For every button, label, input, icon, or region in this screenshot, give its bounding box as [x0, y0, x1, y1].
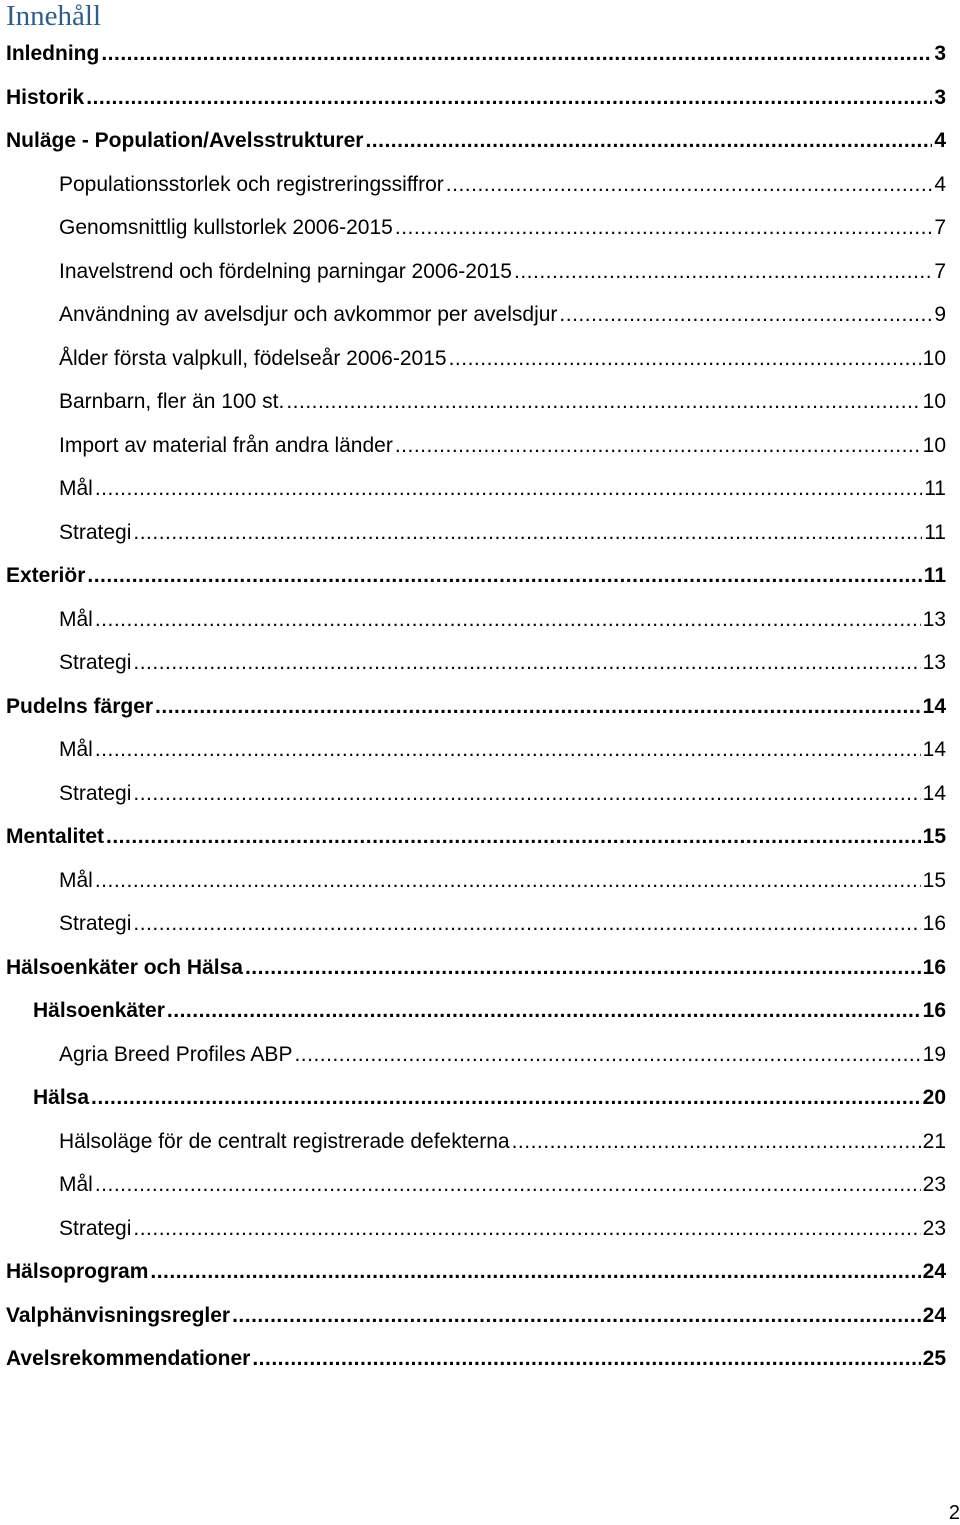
toc-entry[interactable] — [6, 1033, 946, 1077]
toc-entry[interactable] — [6, 119, 946, 163]
toc-entry-page: 21 — [922, 1129, 946, 1153]
toc-dot-leader — [95, 467, 922, 511]
toc-heading: Innehåll — [6, 0, 102, 32]
toc-entry-page: 10 — [922, 346, 946, 370]
toc-entry[interactable] — [6, 250, 946, 294]
toc-dot-leader — [232, 1294, 921, 1338]
toc-dot-leader — [559, 293, 932, 337]
toc-dot-leader — [286, 380, 920, 424]
toc-entry-title: Nuläge - Population/Avelsstrukturer — [6, 129, 364, 152]
toc-entry-page: 24 — [922, 1303, 946, 1327]
toc-entry[interactable] — [6, 554, 946, 598]
toc-dot-leader — [395, 424, 921, 468]
toc-entry-page: 20 — [922, 1086, 946, 1109]
toc-entry-title: Mentalitet — [6, 825, 105, 848]
toc-entry[interactable] — [6, 337, 946, 381]
toc-entry-title: Barnbarn, fler än 100 st. — [59, 390, 285, 413]
toc-entry-title: Ålder första valpkull, födelseår 2006-2015 — [59, 346, 447, 370]
toc-dot-leader — [395, 206, 932, 250]
toc-dot-leader — [133, 641, 920, 685]
toc-entry-page: 16 — [922, 955, 946, 979]
toc-dot-leader — [512, 1120, 921, 1164]
toc-entry-title: Hälsoenkäter och Hälsa — [6, 955, 243, 979]
toc-entry-page: 14 — [922, 781, 946, 805]
toc-dot-leader — [150, 1250, 920, 1294]
toc-dot-leader — [449, 337, 921, 381]
toc-entry-title: Hälsoläge för de centralt registrerade defekterna — [59, 1129, 510, 1153]
toc-dot-leader — [365, 119, 932, 163]
toc-entry[interactable] — [6, 1250, 946, 1294]
toc-entry-title: Import av material från andra länder — [59, 433, 393, 457]
toc-entry-title: Hälsa — [33, 1086, 90, 1109]
toc-dot-leader — [95, 859, 921, 903]
toc-entry-page: 7 — [934, 216, 946, 239]
toc-entry-page: 3 — [934, 42, 946, 65]
table-of-contents — [6, 32, 946, 1381]
toc-entry-title: Populationsstorlek och registreringssiffror — [59, 172, 444, 196]
toc-entry-title: Hälsoprogram — [6, 1260, 149, 1283]
toc-entry-title: Inledning — [6, 42, 100, 65]
toc-entry[interactable] — [6, 424, 946, 468]
toc-dot-leader — [514, 250, 932, 294]
toc-entry-title: Strategi — [59, 1216, 132, 1240]
toc-entry-title: Mål — [59, 1173, 93, 1196]
toc-entry[interactable] — [6, 76, 946, 120]
toc-dot-leader — [95, 728, 921, 772]
toc-entry[interactable] — [6, 859, 946, 903]
toc-entry-page: 9 — [934, 303, 946, 326]
toc-entry-title: Avelsrekommendationer — [6, 1347, 251, 1370]
toc-entry-page: 14 — [922, 738, 946, 761]
toc-entry-page: 19 — [922, 1042, 946, 1066]
toc-dot-leader — [167, 989, 921, 1033]
toc-entry-page: 15 — [922, 868, 946, 892]
toc-dot-leader — [106, 815, 921, 859]
toc-entry-title: Strategi — [59, 651, 132, 674]
toc-entry-page: 3 — [934, 85, 946, 109]
toc-entry[interactable] — [6, 685, 946, 729]
toc-entry-title: Mål — [59, 477, 93, 500]
toc-entry[interactable] — [6, 772, 946, 816]
toc-entry-page: 13 — [922, 651, 946, 674]
toc-entry-title: Inavelstrend och fördelning parningar 2006-2015 — [59, 259, 512, 283]
toc-entry[interactable] — [6, 946, 946, 990]
toc-entry-page: 7 — [934, 259, 946, 283]
toc-dot-leader — [95, 1163, 921, 1207]
toc-dot-leader — [95, 598, 921, 642]
toc-dot-leader — [294, 1033, 920, 1077]
toc-entry[interactable] — [6, 293, 946, 337]
toc-entry[interactable] — [6, 1076, 946, 1120]
toc-dot-leader — [87, 554, 921, 598]
toc-entry-page: 4 — [934, 172, 946, 196]
toc-entry[interactable] — [6, 815, 946, 859]
toc-entry-page: 11 — [923, 564, 946, 587]
toc-entry[interactable] — [6, 1337, 946, 1381]
toc-entry-page: 15 — [922, 825, 946, 848]
toc-entry-page: 25 — [922, 1347, 946, 1370]
toc-entry-title: Mål — [59, 738, 93, 761]
toc-entry[interactable] — [6, 163, 946, 207]
toc-dot-leader — [133, 1207, 920, 1251]
toc-entry-title: Historik — [6, 85, 85, 109]
toc-entry-title: Användning av avelsdjur och avkommor per avelsdjur — [59, 303, 558, 326]
toc-dot-leader — [86, 76, 932, 120]
toc-dot-leader — [446, 163, 933, 207]
toc-entry-title: Exteriör — [6, 564, 86, 587]
toc-entry-title: Strategi — [59, 520, 132, 544]
toc-dot-leader — [133, 902, 920, 946]
toc-entry-title: Mål — [59, 868, 93, 892]
toc-entry-page: 4 — [934, 129, 946, 152]
toc-entry-title: Pudelns färger — [6, 694, 154, 718]
toc-entry[interactable] — [6, 206, 946, 250]
toc-entry-page: 16 — [922, 912, 946, 935]
toc-dot-leader — [155, 685, 921, 729]
toc-entry[interactable] — [6, 641, 946, 685]
toc-entry[interactable] — [6, 1207, 946, 1251]
toc-entry-page: 10 — [922, 390, 946, 413]
toc-entry-page: 16 — [922, 999, 946, 1022]
toc-entry-page: 23 — [922, 1173, 946, 1196]
toc-entry-page: 10 — [922, 433, 946, 457]
toc-entry[interactable] — [6, 32, 946, 76]
toc-entry-page: 11 — [924, 477, 946, 500]
toc-dot-leader — [101, 32, 932, 76]
toc-dot-leader — [133, 511, 922, 555]
toc-dot-leader — [252, 1337, 920, 1381]
toc-dot-leader — [91, 1076, 921, 1120]
toc-dot-leader — [133, 772, 920, 816]
toc-entry-title: Strategi — [59, 781, 132, 805]
toc-entry-title: Mål — [59, 607, 93, 631]
toc-entry[interactable] — [6, 511, 946, 555]
page-number: 2 — [948, 1502, 960, 1524]
toc-entry[interactable] — [6, 380, 946, 424]
toc-entry-page: 11 — [924, 520, 946, 544]
toc-entry-page: 13 — [922, 607, 946, 631]
toc-entry-page: 14 — [922, 694, 946, 718]
toc-entry-title: Valphänvisningsregler — [6, 1303, 231, 1327]
toc-entry-page: 23 — [922, 1216, 946, 1240]
toc-entry[interactable] — [6, 1120, 946, 1164]
toc-entry[interactable] — [6, 467, 946, 511]
toc-entry-page: 24 — [922, 1260, 946, 1283]
toc-entry[interactable] — [6, 902, 946, 946]
toc-entry[interactable] — [6, 1294, 946, 1338]
toc-entry[interactable] — [6, 989, 946, 1033]
toc-entry[interactable] — [6, 1163, 946, 1207]
toc-entry[interactable] — [6, 598, 946, 642]
toc-entry-title: Hälsoenkäter — [33, 999, 165, 1022]
toc-dot-leader — [245, 946, 921, 990]
toc-entry-title: Strategi — [59, 912, 132, 935]
toc-entry-title: Agria Breed Profiles ABP — [59, 1042, 293, 1066]
toc-entry[interactable] — [6, 728, 946, 772]
toc-entry-title: Genomsnittlig kullstorlek 2006-2015 — [59, 216, 393, 239]
